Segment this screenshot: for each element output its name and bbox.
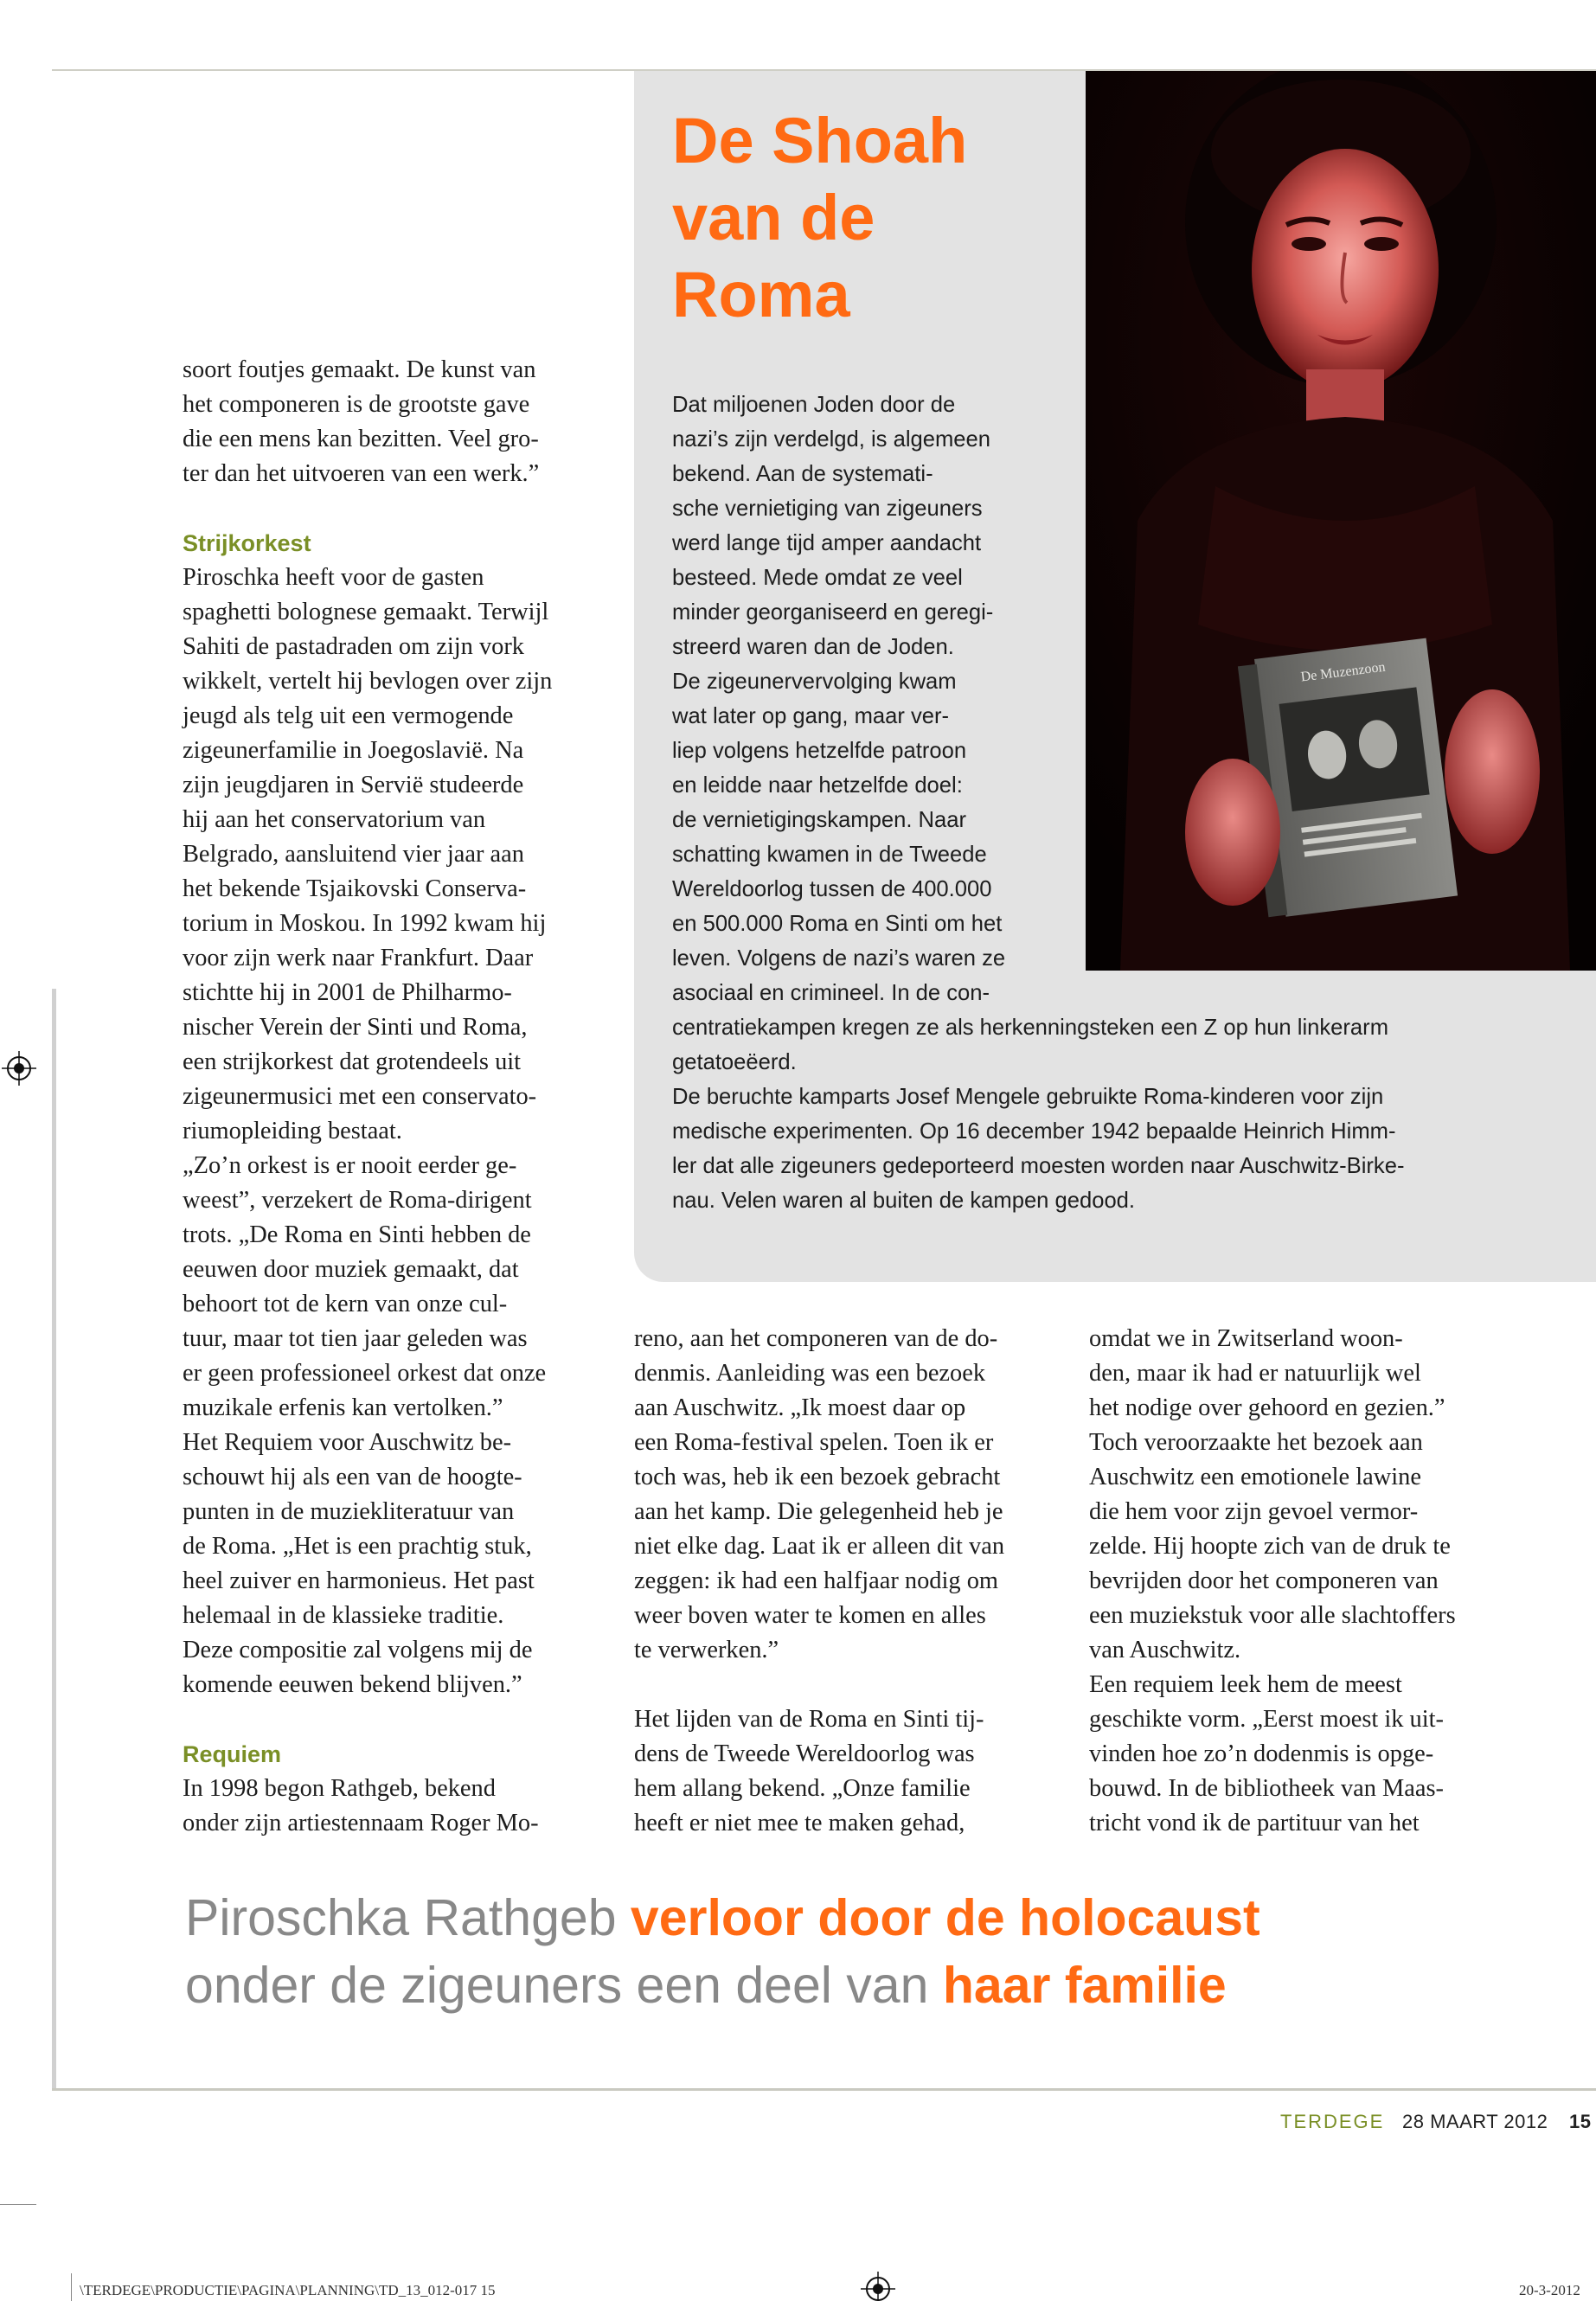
body-line: schouwt hij als een van de hoogte- xyxy=(183,1464,522,1490)
body-line: behoort tot de kern van onze cul- xyxy=(183,1291,508,1317)
body-line: „Zo’n orkest is er nooit eerder ge- xyxy=(183,1152,517,1179)
article-column-1 xyxy=(183,353,552,1841)
sidebar-line: wat later op gang, maar ver- xyxy=(672,704,950,728)
page-number: 15 xyxy=(1568,2111,1592,2132)
body-line: spaghetti bolognese gemaakt. Terwijl xyxy=(183,599,549,625)
body-line: geschikte vorm. „Eerst moest ik uit- xyxy=(1089,1706,1444,1733)
body-line: van Auschwitz. xyxy=(1089,1637,1241,1663)
body-line: bouwd. In de bibliotheek van Maas- xyxy=(1089,1775,1444,1802)
sidebar-line: bekend. Aan de systemati- xyxy=(672,462,933,486)
body-line: zijn jeugdjaren in Servië studeerde xyxy=(183,772,524,798)
body-line: zigeunermusici met een conservato- xyxy=(183,1083,537,1110)
sidebar-line: leven. Volgens de nazi’s waren ze xyxy=(672,946,1006,971)
sidebar-line: asociaal en crimineel. In de con- xyxy=(672,981,990,1005)
sidebar-line: De zigeunervervolging kwam xyxy=(672,670,957,694)
sidebar-title-line: van de xyxy=(672,182,875,253)
body-line: omdat we in Zwitserland woon- xyxy=(1089,1325,1403,1352)
sidebar-line: centratiekampen kregen ze als herkenningsteken een Z op hun linkerarm xyxy=(672,1016,1389,1040)
body-line: Auschwitz een emotionele lawine xyxy=(1089,1464,1421,1490)
pull-quote-line-1 xyxy=(185,1884,1260,1952)
sidebar-line: werd lange tijd amper aandacht xyxy=(672,531,982,555)
body-line: nischer Verein der Sinti und Roma, xyxy=(183,1014,528,1041)
bottom-rule xyxy=(52,2088,1596,2091)
pull-quote-highlight: verloor door de holocaust xyxy=(630,1889,1260,1946)
blank-line xyxy=(183,1702,552,1737)
print-slug-date: 20-3-2012 xyxy=(1519,2282,1580,2298)
body-line: tricht vond ik de partituur van het xyxy=(1089,1810,1420,1836)
body-line: het nodige over gehoord en gezien.” xyxy=(1089,1394,1445,1421)
body-line: reno, aan het componeren van de do- xyxy=(634,1325,998,1352)
body-line: Deze compositie zal volgens mij de xyxy=(183,1637,533,1663)
body-line: een muziekstuk voor alle slachtoffers xyxy=(1089,1602,1456,1629)
body-line: heeft er niet mee te maken gehad, xyxy=(634,1810,965,1836)
sidebar-line: ler dat alle zigeuners gedeporteerd moesten worden naar Auschwitz-Birke- xyxy=(672,1154,1405,1178)
sidebar-line: Dat miljoenen Joden door de xyxy=(672,393,956,417)
print-slug-path: \TERDEGE\PRODUCTIE\PAGINA\PLANNING\TD_13_012-017 15 xyxy=(80,2282,496,2298)
sidebar-line: streerd waren dan de Joden. xyxy=(672,635,954,659)
body-line: soort foutjes gemaakt. De kunst van xyxy=(183,356,536,383)
pull-quote xyxy=(185,1884,1260,2019)
body-line: zeggen: ik had een halfjaar nodig om xyxy=(634,1567,998,1594)
body-line: dens de Tweede Wereldoorlog was xyxy=(634,1740,975,1767)
article-column-3 xyxy=(1089,1322,1456,1841)
body-line: het bekende Tsjaikovski Conserva- xyxy=(183,875,527,902)
sidebar-line: Wereldoorlog tussen de 400.000 xyxy=(672,877,992,901)
body-line: voor zijn werk naar Frankfurt. Daar xyxy=(183,945,534,971)
pull-quote-plain: Piroschka Rathgeb xyxy=(185,1889,631,1946)
body-line: heel zuiver en harmonieus. Het past xyxy=(183,1567,535,1594)
blank-line xyxy=(183,491,552,526)
crop-mark xyxy=(0,2204,36,2205)
crop-mark xyxy=(71,2273,72,2301)
subhead-strijkorkest: Strijkorkest xyxy=(183,530,311,556)
sidebar-line: besteed. Mede omdat ze veel xyxy=(672,566,963,590)
body-line: die een mens kan bezitten. Veel gro- xyxy=(183,426,539,452)
pull-quote-highlight: haar familie xyxy=(942,1957,1227,2014)
sidebar-line: nau. Velen waren al buiten de kampen gedood. xyxy=(672,1189,1136,1213)
sidebar-line: schatting kwamen in de Tweede xyxy=(672,843,987,867)
body-line: hij aan het conservatorium van xyxy=(183,806,486,833)
body-line: toch was, heb ik een bezoek gebracht xyxy=(634,1464,1001,1490)
sidebar-line: De beruchte kamparts Josef Mengele gebruikte Roma-kinderen voor zijn xyxy=(672,1085,1384,1109)
body-line: zelde. Hij hoopte zich van de druk te xyxy=(1089,1533,1451,1560)
body-line: trots. „De Roma en Sinti hebben de xyxy=(183,1221,531,1248)
body-line: In 1998 begon Rathgeb, bekend xyxy=(183,1775,496,1802)
body-line: een Roma-festival spelen. Toen ik er xyxy=(634,1429,994,1456)
sidebar-line: en leidde naar hetzelfde doel: xyxy=(672,773,963,798)
sidebar-line: nazi’s zijn verdelgd, is algemeen xyxy=(672,427,990,452)
body-line: jeugd als telg uit een vermogende xyxy=(183,702,514,729)
body-line: onder zijn artiestennaam Roger Mo- xyxy=(183,1810,539,1836)
issue-date: 28 MAART 2012 xyxy=(1401,2111,1548,2132)
body-line: er geen professioneel orkest dat onze xyxy=(183,1360,547,1387)
body-line: weer boven water te komen en alles xyxy=(634,1602,986,1629)
body-line: Het lijden van de Roma en Sinti tij- xyxy=(634,1706,984,1733)
sidebar-title xyxy=(672,102,1070,333)
body-line: eeuwen door muziek gemaakt, dat xyxy=(183,1256,519,1283)
body-line: aan Auschwitz. „Ik moest daar op xyxy=(634,1394,966,1421)
body-line: punten in de muziekliteratuur van xyxy=(183,1498,515,1525)
article-column-2 xyxy=(634,1322,1004,1841)
book-title-text: De Muzenzoon xyxy=(1299,659,1387,685)
body-line: komende eeuwen bekend blijven.” xyxy=(183,1671,522,1698)
body-line: te verwerken.” xyxy=(634,1637,779,1663)
body-line: de Roma. „Het is een prachtig stuk, xyxy=(183,1533,532,1560)
body-line: Toch veroorzaakte het bezoek aan xyxy=(1089,1429,1423,1456)
sidebar-line: getatoeëerd. xyxy=(672,1050,797,1074)
body-line: hem allang bekend. „Onze familie xyxy=(634,1775,971,1802)
body-line: Sahiti de pastadraden om zijn vork xyxy=(183,633,525,660)
body-line: stichtte hij in 2001 de Philharmo- xyxy=(183,979,512,1006)
sidebar-line: liep volgens hetzelfde patroon xyxy=(672,739,967,763)
body-line: muzikale erfenis kan vertolken.” xyxy=(183,1394,503,1421)
sidebar-line: en 500.000 Roma en Sinti om het xyxy=(672,912,1003,936)
body-line: denmis. Aanleiding was een bezoek xyxy=(634,1360,986,1387)
body-line: weest”, verzekert de Roma-dirigent xyxy=(183,1187,532,1214)
body-line: die hem voor zijn gevoel vermor- xyxy=(1089,1498,1419,1525)
pull-quote-plain: onder de zigeuners een deel van xyxy=(185,1957,943,2014)
body-line: niet elke dag. Laat ik er alleen dit van xyxy=(634,1533,1005,1560)
sidebar-body xyxy=(672,388,1404,1218)
body-line: Het Requiem voor Auschwitz be- xyxy=(183,1429,512,1456)
pull-quote-line-2 xyxy=(185,1952,1260,2019)
body-line: aan het kamp. Die gelegenheid heb je xyxy=(634,1498,1003,1525)
sidebar-line: sche vernietiging van zigeuners xyxy=(672,497,983,521)
sidebar-line: minder georganiseerd en geregi- xyxy=(672,600,994,625)
body-line: Belgrado, aansluitend vier jaar aan xyxy=(183,841,524,868)
body-line: Een requiem leek hem de meest xyxy=(1089,1671,1402,1698)
sidebar-line: medische experimenten. Op 16 december 1942 bepaalde Heinrich Himm- xyxy=(672,1119,1396,1144)
body-line: ter dan het uitvoeren van een werk.” xyxy=(183,460,540,487)
sidebar-line: de vernietigingskampen. Naar xyxy=(672,808,967,832)
body-line: torium in Moskou. In 1992 kwam hij xyxy=(183,910,547,937)
body-line: helemaal in de klassieke traditie. xyxy=(183,1602,504,1629)
body-line: vinden hoe zo’n dodenmis is opge- xyxy=(1089,1740,1434,1767)
body-line: zigeunerfamilie in Joegoslavië. Na xyxy=(183,737,524,764)
sidebar-title-line: De Shoah xyxy=(672,105,968,176)
page-footer xyxy=(1280,2111,1591,2133)
magazine-brand: TERDEGE xyxy=(1280,2111,1385,2132)
registration-mark-icon xyxy=(861,2272,895,2301)
body-line: het componeren is de grootste gave xyxy=(183,391,530,418)
body-line: den, maar ik had er natuurlijk wel xyxy=(1089,1360,1421,1387)
blank-line xyxy=(634,1668,1004,1702)
body-line: bevrijden door het componeren van xyxy=(1089,1567,1439,1594)
body-line: een strijkorkest dat grotendeels uit xyxy=(183,1048,522,1075)
subhead-requiem: Requiem xyxy=(183,1741,282,1767)
registration-mark-icon xyxy=(2,1051,36,1086)
sidebar-title-line: Roma xyxy=(672,259,850,330)
left-margin-bar xyxy=(52,989,56,2089)
body-line: Piroschka heeft voor de gasten xyxy=(183,564,484,591)
body-line: riumopleiding bestaat. xyxy=(183,1118,402,1144)
body-line: tuur, maar tot tien jaar geleden was xyxy=(183,1325,528,1352)
body-line: wikkelt, vertelt hij bevlogen over zijn xyxy=(183,668,553,695)
